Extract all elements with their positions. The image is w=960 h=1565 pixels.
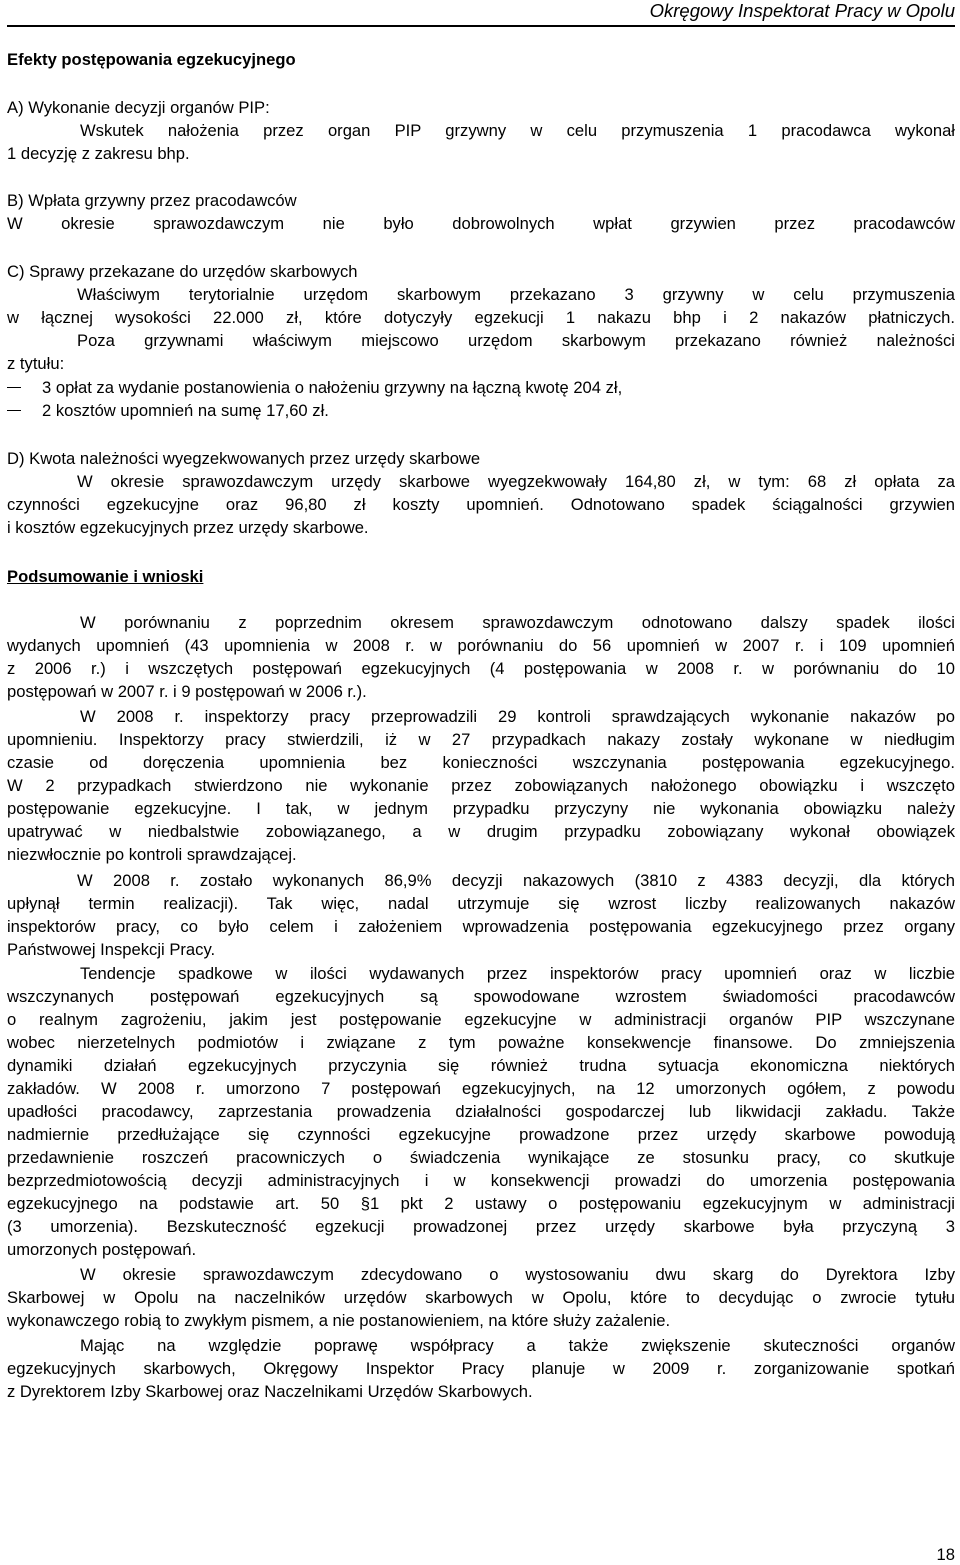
list-item-text: 2 kosztów upomnień na sumę 17,60 zł.: [42, 401, 329, 420]
summary-line: W 2 przypadkach stwierdzono nie wykonanie przez zobowiązanych nałożonego obowiązku i wszczęto: [7, 776, 955, 795]
summary-line: dynamiki działań egzekucyjnych przyczynia się również trudna sytuacja ekonomiczna niektórych: [7, 1056, 955, 1075]
summary-line: o realnym zagrożeniu, jakim jest postępowanie egzekucyjne w administracji organów PIP wszczynane: [7, 1010, 955, 1029]
section-c-line: w łącznej wysokości 22.000 zł, które dotyczyły egzekucji 1 nakazu bhp i 2 nakazów płatniczych.: [7, 308, 955, 327]
summary-line: wszczynanych postępowań egzekucyjnych są spowodowane wzrostem świadomości pracodawców: [7, 987, 955, 1006]
summary-line: Skarbowej w Opolu na naczelników urzędów skarbowych w Opolu, które to decydując o zwrocie tytułu: [7, 1288, 955, 1307]
dash-bullet-icon: [7, 387, 21, 388]
section-c-line: Właściwym terytorialnie urzędom skarbowym przekazano 3 grzywny w celu przymuszenia: [77, 285, 955, 304]
summary-line: Mając na względzie poprawę współpracy a także zwiększenie skuteczności organów: [80, 1336, 955, 1355]
summary-line: umorzonych postępowań.: [7, 1240, 197, 1259]
summary-line: czasie od doręczenia upomnienia bez konieczności wszczynania postępowania egzekucyjnego.: [7, 753, 955, 772]
summary-line: z 2006 r.) i wszczętych postępowań egzekucyjnych (4 postępowania w 2008 r. w porównaniu do 10: [7, 659, 955, 678]
summary-line: upomnieniu. Inspektorzy pracy stwierdzili, iż w 27 przypadkach nakazy zostały wykonane w niedługim: [7, 730, 955, 749]
summary-line: wykonawczego robią to zwykłym pismem, a nie postanowieniem, na które służy zażalenie.: [7, 1311, 671, 1330]
summary-line: W okresie sprawozdawczym zdecydowano o wystosowaniu dwu skarg do Dyrektora Izby: [80, 1265, 955, 1284]
section-d-line: i kosztów egzekucyjnych przez urzędy skarbowe.: [7, 518, 369, 537]
summary-line: upatrywać w niedbalstwie zobowiązanego, a w drugim przypadku zobowiązany wykonał obowiązek: [7, 822, 955, 841]
header-rule: [7, 25, 955, 27]
section-b-text: W okresie sprawozdawczym nie było dobrowolnych wpłat grzywien przez pracodawców: [7, 214, 955, 233]
section-a-heading: A) Wykonanie decyzji organów PIP:: [7, 98, 270, 117]
summary-line: (3 umorzenia). Bezskuteczność egzekucji prowadzonej przez urzędy skarbowe była przyczyną 3: [7, 1217, 955, 1236]
section-b-heading: B) Wpłata grzywny przez pracodawców: [7, 191, 297, 210]
list-item-text: 3 opłat za wydanie postanowienia o nałożeniu grzywny na łączną kwotę 204 zł,: [42, 378, 623, 397]
summary-line: wobec nierzetelnych podmiotów i związane z tym poważne konsekwencje finansowe. Do zmniejszenia: [7, 1033, 955, 1052]
summary-line: niezwłocznie po kontroli sprawdzającej.: [7, 845, 297, 864]
section-c-heading: C) Sprawy przekazane do urzędów skarbowych: [7, 262, 358, 281]
summary-line: wydanych upomnień (43 upomnienia w 2008 r. w porównaniu do 56 upomnień w 2007 r. i 109 upomnień: [7, 636, 955, 655]
summary-line: przedawnienie roszczeń pracowniczych o świadczenia wynikające ze stosunku pracy, co skutkuje: [7, 1148, 955, 1167]
summary-line: Państwowej Inspekcji Pracy.: [7, 940, 216, 959]
summary-heading: Podsumowanie i wnioski: [7, 567, 204, 586]
summary-line: egzekucyjnego na podstawie art. 50 §1 pkt 2 ustawy o postępowaniu egzekucyjnym w administracji: [7, 1194, 955, 1213]
summary-line: zakładów. W 2008 r. umorzono 7 postępowań egzekucyjnych, na 12 umorzonych ogółem, z powodu: [7, 1079, 955, 1098]
summary-line: postępowań w 2007 r. i 9 postępowań w 2006 r.).: [7, 682, 367, 701]
document-page: [7, 0, 955, 1564]
section-c-line: Poza grzywnami właściwym miejscowo urzędom skarbowym przekazano również należności: [77, 331, 955, 350]
section-a-line: 1 decyzję z zakresu bhp.: [7, 144, 190, 163]
section-d-line: W okresie sprawozdawczym urzędy skarbowe wyegzekwowały 164,80 zł, w tym: 68 zł opłata za: [77, 472, 955, 491]
section-d-line: czynności egzekucyjne oraz 96,80 zł koszty upomnień. Odnotowano spadek ściągalności grzywien: [7, 495, 955, 514]
summary-line: upadłości pracodawcy, zaprzestania prowadzenia działalności gospodarczej lub likwidacji zakładu. Także: [7, 1102, 955, 1121]
section-c-line: z tytułu:: [7, 354, 65, 373]
section-d-heading: D) Kwota należności wyegzekwowanych przez urzędy skarbowe: [7, 449, 481, 468]
summary-line: z Dyrektorem Izby Skarbowej oraz Naczelnikami Urzędów Skarbowych.: [7, 1382, 533, 1401]
summary-line: nadmiernie przedłużające się czynności egzekucyjne prowadzone przez urzędy skarbowe powodują: [7, 1125, 955, 1144]
page-number: 18: [936, 1545, 955, 1564]
summary-line: egzekucyjnych skarbowych, Okręgowy Inspektor Pracy planuje w 2009 r. zorganizowanie spotkań: [7, 1359, 955, 1378]
summary-line: W porównaniu z poprzednim okresem sprawozdawczym odnotowano dalszy spadek ilości: [80, 613, 955, 632]
summary-line: inspektorów pracy, co było celem i założeniem wprowadzenia postępowania egzekucyjnego przez organy: [7, 917, 955, 936]
summary-line: Tendencje spadkowe w ilości wydawanych przez inspektorów pracy upomnień oraz w liczbie: [80, 964, 955, 983]
summary-line: upłynął termin realizacji). Tak więc, nadal utrzymuje się wzrost liczby realizowanych nakazów: [7, 894, 955, 913]
section-a-line: Wskutek nałożenia przez organ PIP grzywny w celu przymuszenia 1 pracodawca wykonał: [80, 121, 955, 140]
summary-line: W 2008 r. inspektorzy pracy przeprowadzili 29 kontroli sprawdzających wykonanie nakazów po: [80, 707, 955, 726]
page-header: Okręgowy Inspektorat Pracy w Opolu: [649, 0, 955, 21]
dash-bullet-icon: [7, 410, 21, 411]
summary-line: bezprzedmiotowością decyzji administracyjnych i w konsekwencji prowadzi do umorzenia postępowania: [7, 1171, 955, 1190]
summary-line: W 2008 r. zostało wykonanych 86,9% decyzji nakazowych (3810 z 4383 decyzji, dla których: [77, 871, 955, 890]
summary-line: postępowanie egzekucyjne. I tak, w jednym przypadku przyczyny nie wykonania obowiązku należy: [7, 799, 955, 818]
section-title: Efekty postępowania egzekucyjnego: [7, 50, 296, 69]
